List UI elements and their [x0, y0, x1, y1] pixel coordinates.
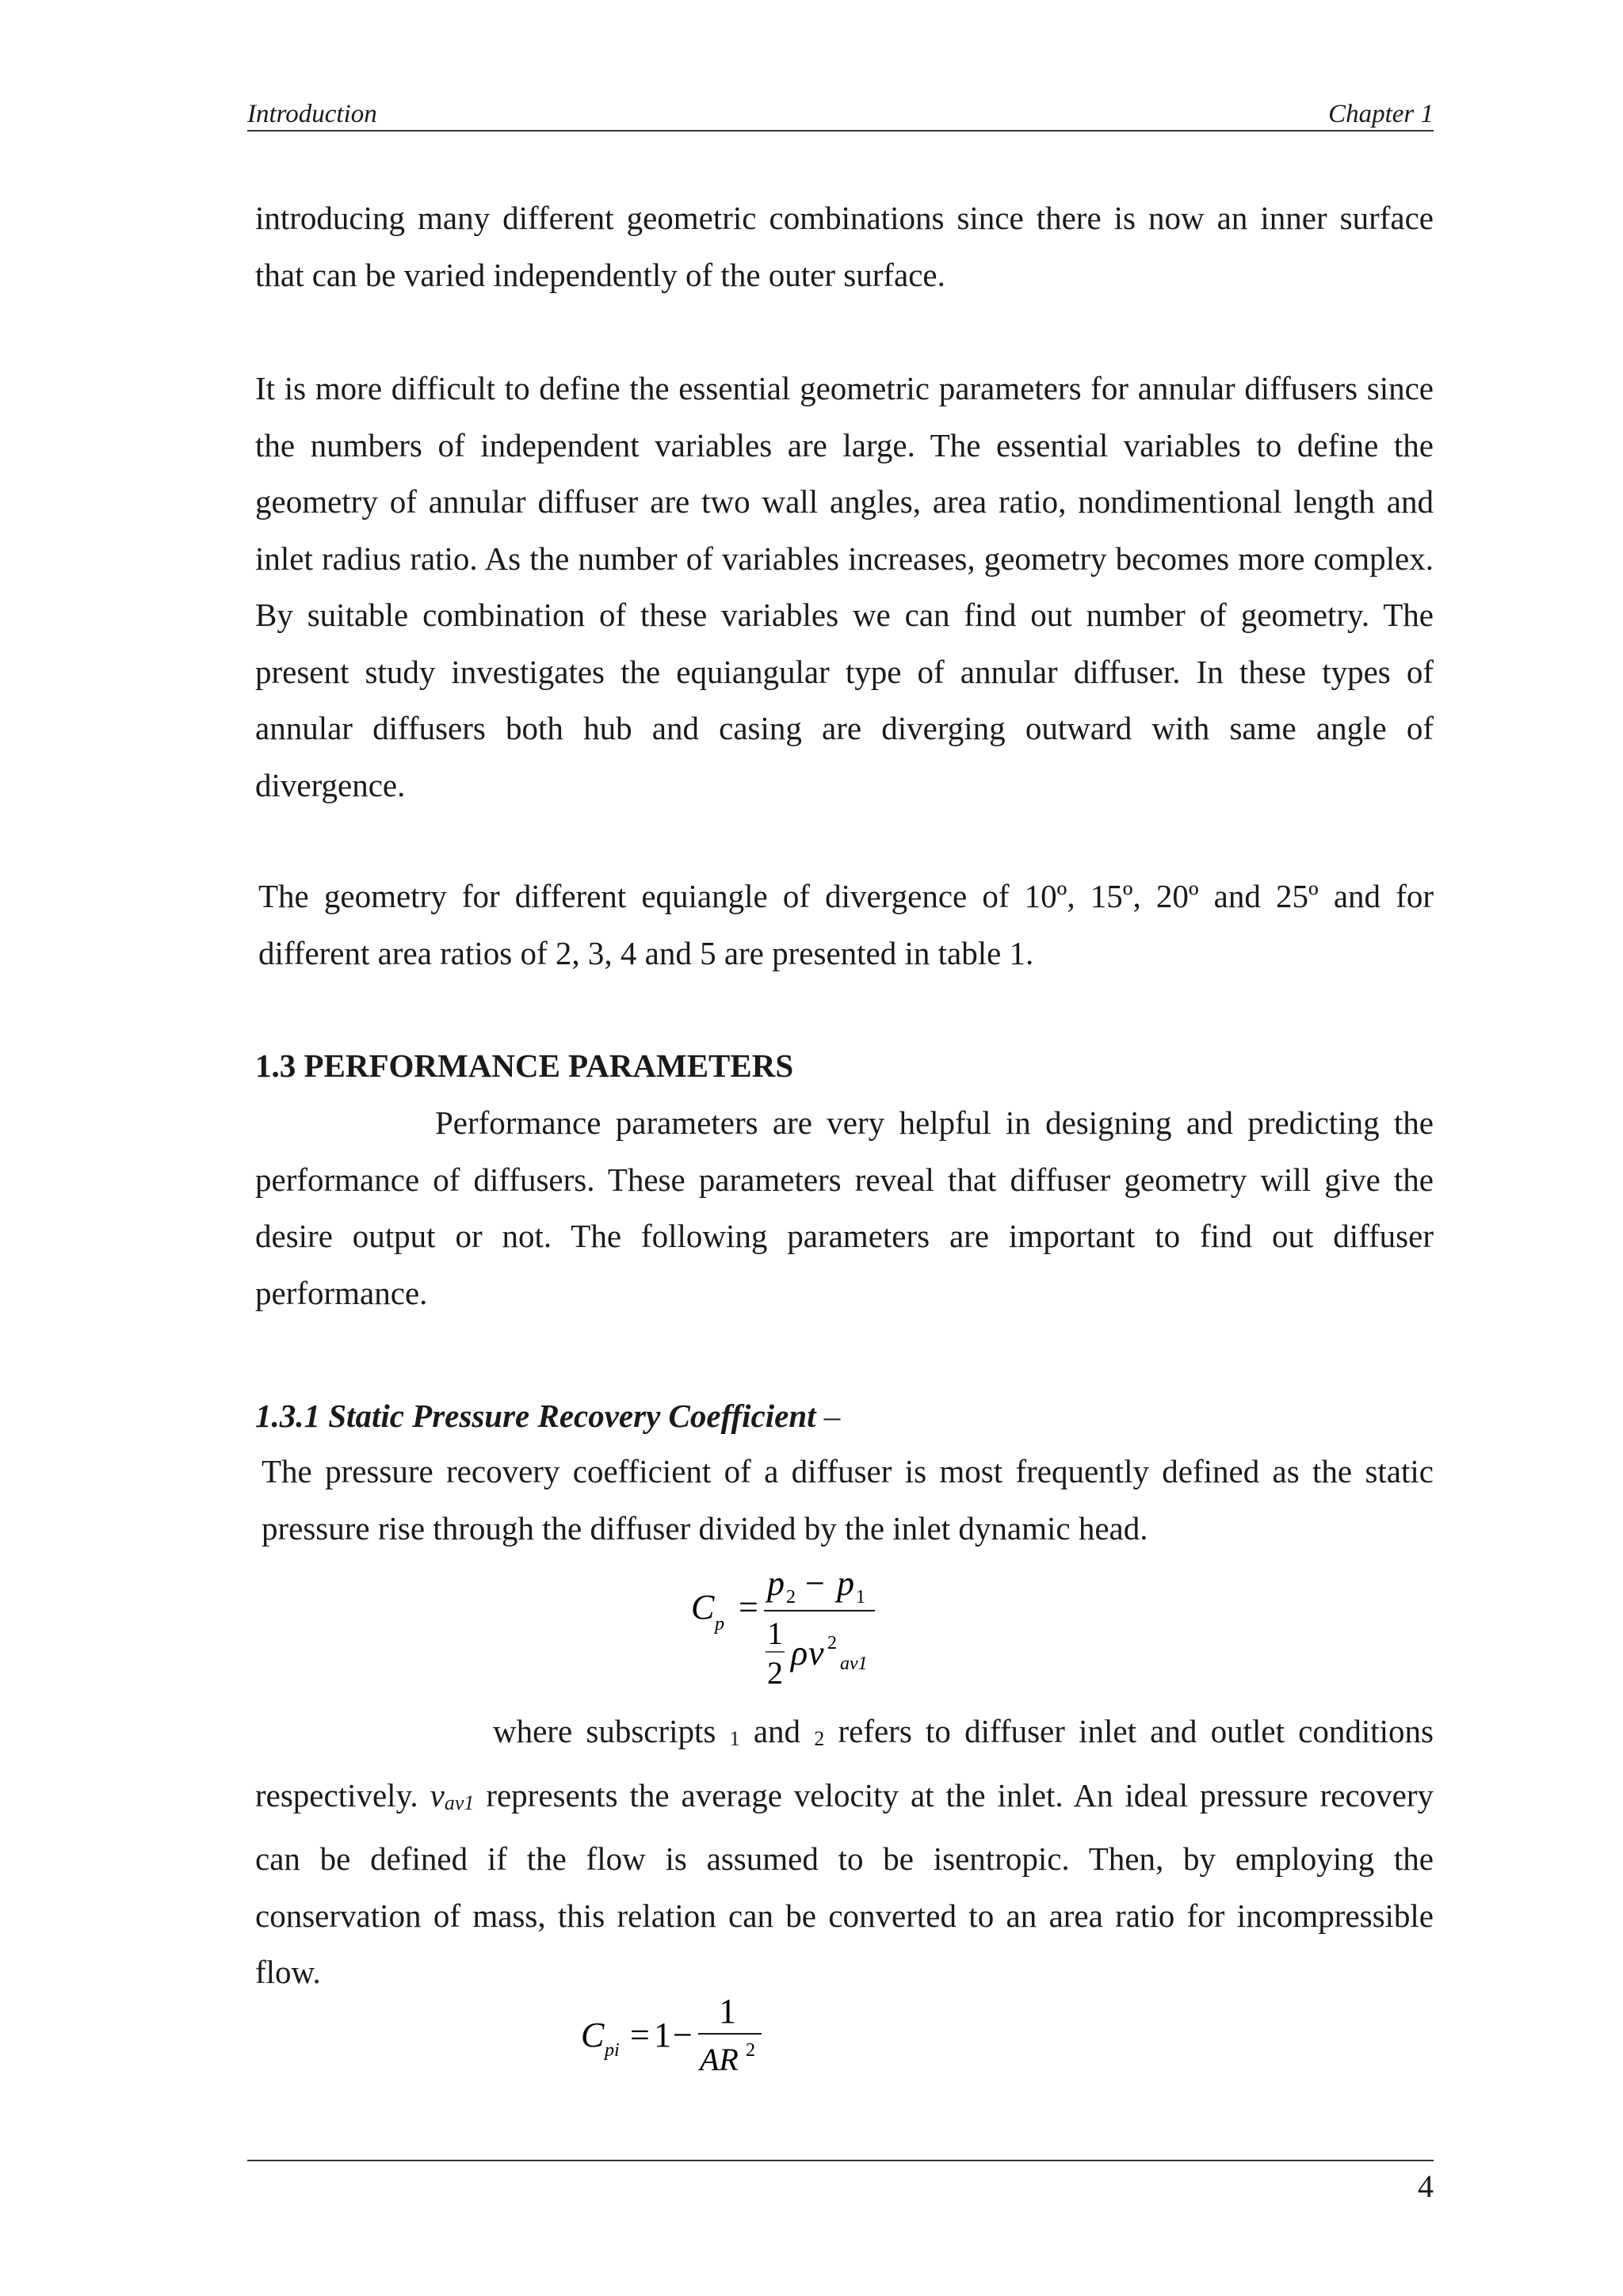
subsection-title: 1.3.1 Static Pressure Recovery Coefficient — [255, 1398, 816, 1434]
eq1-num-sub1: 1 — [856, 1587, 865, 1608]
eq2-frac-den-sup: 2 — [746, 2040, 755, 2061]
paragraph-geometry-table: The geometry for different equiangle of divergence of 10º, 15º, 20º and 25º and for different area ratios of 2, 3, 4 and 5 are presented in table 1. — [258, 878, 1434, 971]
p6-var: v — [430, 1776, 445, 1814]
eq1-num-sub2: 2 — [786, 1587, 796, 1608]
header-section-title: Introduction — [247, 100, 377, 128]
p6-text-c: refers to diffuser inlet and outlet conditions respectively. — [255, 1713, 1434, 1814]
p6-sub1: 1 — [729, 1727, 740, 1750]
eq1-rho: ρ — [791, 1634, 808, 1672]
subsection-dash: – — [823, 1398, 841, 1434]
header-chapter: Chapter 1 — [1328, 100, 1434, 128]
eq1-half-den: 2 — [767, 1655, 783, 1691]
p6-text-b: and — [753, 1713, 801, 1749]
paragraph-geometric-parameters: It is more difficult to define the essential geometric parameters for annular diffusers since the numbers of independent variables are large. The essential variables to define the geometry of annular diffuser are two wall angles, area ratio, nondimentional length and inlet radius ratio. As the number of variables increases, geometry becomes more complex. By suitable combination of these variables we can find out number of geometry. The present study investigates the equiangular type of annular diffuser. In these types of annular diffusers both hub and casing are diverging outward with same angle of divergence. — [255, 370, 1434, 803]
section-heading: 1.3 PERFORMANCE PARAMETERS — [255, 1047, 794, 1084]
p6-text-a: where subscripts — [493, 1713, 716, 1749]
eq1-v-sup: 2 — [827, 1633, 837, 1653]
page-header — [247, 98, 1434, 132]
eq2-lhs-sub: pi — [605, 2040, 620, 2061]
eq1-num-p1: p — [837, 1565, 854, 1603]
eq1-equals: = — [739, 1588, 758, 1627]
eq1-half-num: 1 — [767, 1615, 783, 1651]
eq2-frac-num: 1 — [719, 1992, 736, 2031]
eq2-frac-den: AR — [700, 2042, 739, 2077]
eq2-lhs: C — [581, 2016, 605, 2054]
eq2-equals: = — [630, 2016, 650, 2054]
p6-sub2: 2 — [814, 1727, 825, 1750]
eq1-num-minus: − — [805, 1565, 825, 1603]
paragraph-performance-parameters: Performance parameters are very helpful in designing and predicting the performance of diffusers. These parameters reveal that diffuser geometry will give the desire output or not. The following parameters are important to find out diffuser performance. — [255, 1104, 1434, 1311]
paragraph-subscripts — [255, 1703, 1434, 2001]
equation-cpi — [575, 1985, 781, 2088]
eq1-lhs: C — [691, 1588, 715, 1627]
eq1-lhs-sub: p — [715, 1614, 724, 1634]
footer-rule — [247, 2160, 1434, 2161]
subsection-heading — [255, 1388, 840, 1445]
eq1-v-sub: av1 — [840, 1653, 868, 1674]
p6-var-sub: av1 — [444, 1791, 475, 1814]
p6-text-d: represents the average velocity at the inlet. An ideal pressure recovery can be defined if the flow is assumed to be isentropic. Then, by employing the conservation of mass, this relation can be converted to an area ratio for incompressible flow. — [255, 1776, 1434, 1990]
paragraph-pressure-recovery: The pressure recovery coefficient of a diffuser is most frequently defined as the static pressure rise through the diffuser divided by the inlet dynamic head. — [262, 1453, 1434, 1547]
eq1-v: v — [808, 1634, 824, 1672]
eq1-num-p2: p — [767, 1565, 785, 1603]
page-number: 4 — [1418, 2168, 1434, 2204]
paragraph-intro-continuation: introducing many different geometric combinations since there is now an inner surface that can be varied independently of the outer surface. — [255, 200, 1434, 293]
equation-cp — [682, 1565, 919, 1699]
eq2-one: 1 — [654, 2016, 671, 2054]
eq2-minus: − — [673, 2016, 693, 2054]
